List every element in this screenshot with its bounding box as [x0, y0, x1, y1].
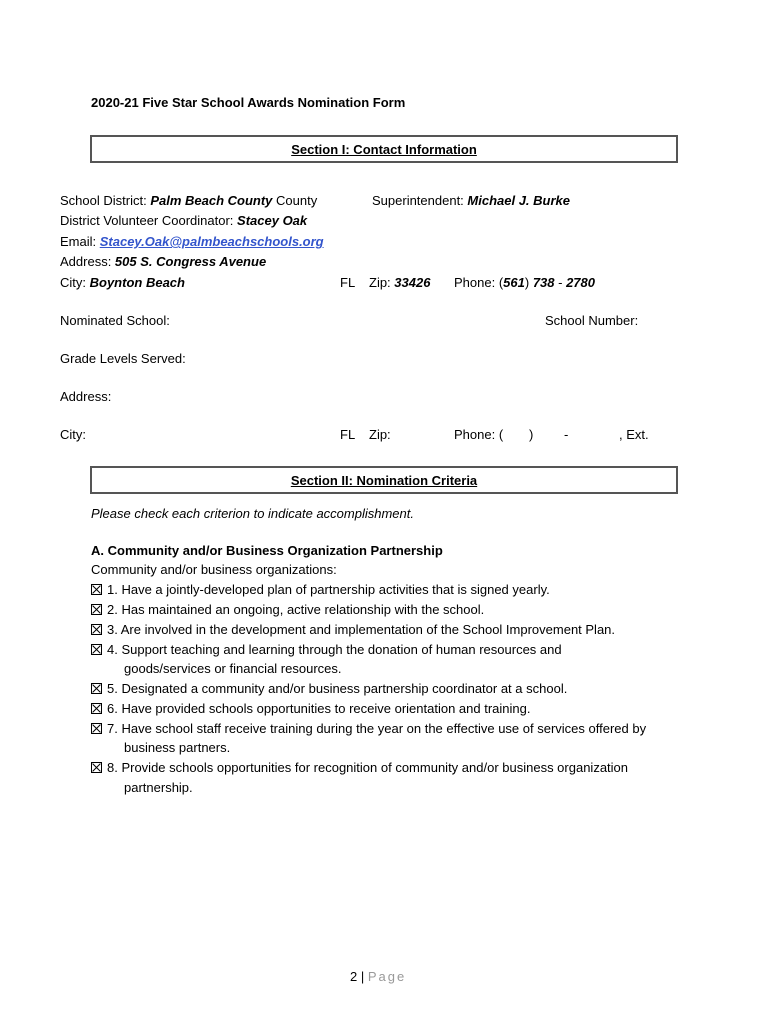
- checked-checkbox-icon[interactable]: [91, 644, 102, 655]
- section-1-heading: Section I: Contact Information: [291, 141, 477, 157]
- criterion-item: [91, 701, 530, 716]
- criterion-text: 8. Provide schools opportunities for recognition of community and/or business organization: [107, 760, 629, 775]
- phone-area: 561: [503, 275, 525, 290]
- checked-checkbox-icon[interactable]: [91, 624, 102, 635]
- email-link[interactable]: Stacey.Oak@palmbeachschools.org: [99, 234, 324, 249]
- superintendent-value: Michael J. Burke: [467, 193, 571, 208]
- grade-levels-label: Grade Levels Served:: [60, 351, 186, 366]
- page-word: Page: [367, 969, 407, 984]
- criterion-text: 1. Have a jointly-developed plan of partnership activities that is signed yearly.: [107, 582, 550, 597]
- criteria-subheading: A. Community and/or Business Organization Partnership: [91, 543, 443, 558]
- phone-prefix: 738: [532, 275, 555, 290]
- phone-line-number: 2780: [566, 275, 595, 290]
- instruction-text: Please check each criterion to indicate accomplishment.: [91, 506, 414, 521]
- page-number: 2: [350, 969, 358, 984]
- criterion-text: 2. Has maintained an ongoing, active relationship with the school.: [107, 602, 485, 617]
- criterion-text-continued: goods/services or financial resources.: [124, 661, 342, 676]
- district-suffix: County: [272, 193, 318, 208]
- zip-line: [369, 275, 430, 290]
- criterion-text: 7. Have school staff receive training during the year on the effective use of services offered by: [107, 721, 647, 736]
- checked-checkbox-icon[interactable]: [91, 762, 102, 773]
- criterion-text: 6. Have provided schools opportunities to receive orientation and training.: [107, 701, 531, 716]
- district-label: School District:: [60, 193, 151, 208]
- city-line: [60, 275, 185, 290]
- ext-label: , Ext.: [619, 427, 649, 442]
- coordinator-line: [60, 213, 307, 228]
- criterion-item: [91, 642, 562, 657]
- footer-separator: |: [357, 969, 368, 984]
- criterion-item: [91, 582, 550, 597]
- superintendent-line: [372, 193, 570, 208]
- phone-dash: -: [554, 275, 567, 290]
- criterion-text: 4. Support teaching and learning through the donation of human resources and: [107, 642, 562, 657]
- form-title: 2020-21 Five Star School Awards Nomination Form: [91, 95, 406, 110]
- state2: FL: [340, 427, 356, 442]
- city2-label: City:: [60, 427, 86, 442]
- phone-line: [454, 275, 595, 290]
- criterion-text: 3. Are involved in the development and implementation of the School Improvement Plan.: [107, 622, 616, 637]
- zip2-label: Zip:: [369, 427, 391, 442]
- district-value: Palm Beach County: [150, 193, 273, 208]
- phone2-dash: -: [564, 427, 569, 442]
- criterion-item: [91, 602, 484, 617]
- checked-checkbox-icon[interactable]: [91, 604, 102, 615]
- coordinator-value: Stacey Oak: [237, 213, 308, 228]
- criterion-item: [91, 622, 615, 637]
- checked-checkbox-icon[interactable]: [91, 723, 102, 734]
- state: FL: [340, 275, 356, 290]
- address-label: Address:: [60, 254, 115, 269]
- phone2-close: ): [529, 427, 534, 442]
- criterion-text-continued: business partners.: [124, 740, 231, 755]
- section-1-header: [90, 135, 678, 163]
- address2-label: Address:: [60, 389, 112, 404]
- email-line: [60, 234, 324, 249]
- school-district-line: [60, 193, 317, 208]
- superintendent-label: Superintendent:: [372, 193, 468, 208]
- checked-checkbox-icon[interactable]: [91, 584, 102, 595]
- phone2-label: Phone: (: [454, 427, 504, 442]
- checked-checkbox-icon[interactable]: [91, 703, 102, 714]
- section-2-header: [90, 466, 678, 494]
- zip-label: Zip:: [369, 275, 395, 290]
- phone-mid: ): [524, 275, 533, 290]
- section-2-heading: Section II: Nomination Criteria: [290, 472, 478, 488]
- coordinator-label: District Volunteer Coordinator:: [60, 213, 238, 228]
- criterion-item: [91, 760, 628, 775]
- address-value: 505 S. Congress Avenue: [114, 254, 267, 269]
- address-line: [60, 254, 266, 269]
- page-footer: [350, 969, 406, 984]
- criterion-item: [91, 721, 646, 736]
- city-label: City:: [60, 275, 90, 290]
- criterion-text: 5. Designated a community and/or business partnership coordinator at a school.: [107, 681, 568, 696]
- criterion-item: [91, 681, 567, 696]
- city-value: Boynton Beach: [89, 275, 185, 290]
- zip-value: 33426: [394, 275, 431, 290]
- school-number-label: School Number:: [545, 313, 639, 328]
- checked-checkbox-icon[interactable]: [91, 683, 102, 694]
- criterion-text-continued: partnership.: [124, 780, 193, 795]
- phone-label: Phone: (: [454, 275, 504, 290]
- nominated-school-label: Nominated School:: [60, 313, 170, 328]
- email-label: Email:: [60, 234, 100, 249]
- criteria-intro: Community and/or business organizations:: [91, 562, 337, 577]
